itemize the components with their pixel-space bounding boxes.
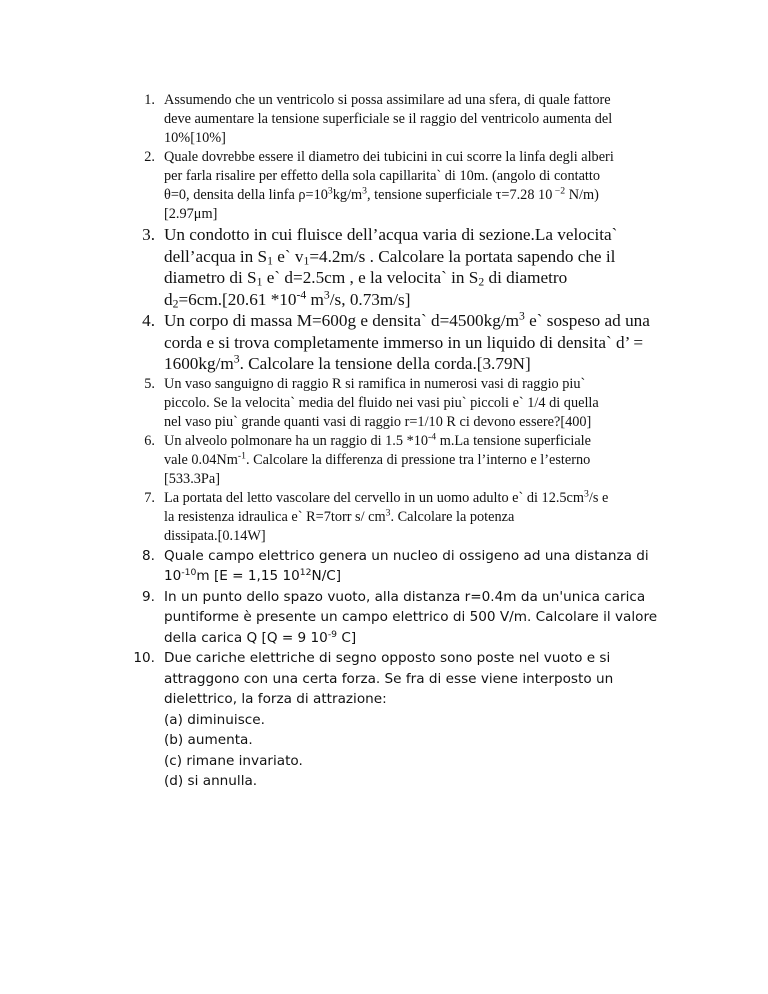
problem-text-line: dielettrico, la forza di attrazione: — [164, 691, 387, 707]
problem-answer: della carica Q [Q = 9 $10^{-9}$ C] — [164, 628, 357, 646]
problem-text-line: deve aumentare la tensione superficiale se il raggio del ventricolo aumenta del — [164, 111, 613, 127]
problem-text-line: Un condotto in cui fluisce dell’acqua varia di sezione.La velocita` — [164, 225, 618, 244]
answer-choice-d: (d) si annulla. — [164, 773, 258, 789]
problem-3 — [133, 224, 673, 310]
problem-1 — [133, 91, 673, 148]
answer-choice-a: (a) diminuisce. — [164, 711, 265, 728]
problem-9 — [133, 587, 673, 649]
problem-text-line: La portata del letto vascolare del cervello in un uomo adulto e` di $12.5cm^3/s$ e — [164, 488, 609, 506]
problem-text-line: Un vaso sanguigno di raggio R si ramifica in numerosi vasi di raggio piu` — [164, 375, 586, 392]
problem-number: 10. — [133, 650, 155, 666]
problem-2 — [133, 148, 673, 224]
problem-7 — [133, 489, 673, 546]
answer-choice-b: (b) aumenta. — [164, 732, 253, 748]
problem-text-line: Quale dovrebbe essere il diametro dei tubicini in cui scorre la linfa degli alberi — [164, 149, 614, 165]
problem-text-line: Assumendo che un ventricolo si possa assimilare ad una sfera, di quale fattore — [164, 92, 611, 108]
problem-answer: dissipata.[0.14W] — [164, 527, 266, 544]
problem-number: 5. — [144, 375, 155, 392]
problem-text-line: la resistenza idraulica e` R=7torr s/ $cm^3$. Calcolare la potenza — [164, 507, 515, 525]
problem-text-line: corda e si trova completamente immerso in un liquido di densita` d’ = — [164, 332, 644, 352]
problem-text-line: Un corpo di massa M=600g e densita` $d=4500kg/m^3$ e` sospeso ad una — [164, 309, 650, 330]
problem-number: 6. — [144, 432, 155, 449]
problem-10 — [133, 648, 673, 792]
problem-text-line: piccolo. Se la velocita` media del fluido nei vasi piu` piccoli e` 1/4 di quella — [164, 394, 599, 411]
problem-text-line: per farla risalire per effetto della sola capillarita` di 10m. (angolo di contatto — [164, 168, 601, 184]
problem-list — [133, 91, 673, 792]
problem-number: 8. — [142, 547, 155, 564]
problem-8 — [133, 546, 673, 587]
answer-choice-c: (c) rimane invariato. — [164, 752, 303, 769]
problem-5 — [133, 375, 673, 432]
problem-number: 4. — [142, 311, 155, 330]
problem-answer: nel vaso piu` grande quanti vasi di raggio r=1/10 R ci devono essere?[400] — [164, 413, 592, 430]
problem-4 — [133, 310, 673, 375]
problem-answer: [533.3Pa] — [164, 470, 220, 487]
problem-text-line: θ=0, densita della linfa $\rho=10^3kg/m^3$, tensione superficiale τ=7.28 10 $^{-2}$ N/m) — [164, 185, 599, 203]
problem-number: 2. — [144, 149, 155, 165]
problem-6 — [133, 432, 673, 489]
problem-answer: $10^{-10}m$ [E = 1,15 $10^{12}N/C$] — [164, 566, 342, 584]
problem-number: 7. — [144, 489, 155, 506]
problem-text-line: Un alveolo polmonare ha un raggio di 1.5 $*10^{-4}$ m.La tensione superficiale — [164, 431, 591, 449]
problem-answer: [2.97μm] — [164, 206, 218, 222]
problem-answer: 10%[10%] — [164, 130, 226, 146]
problem-text-line: dell’acqua in $S_1$ e` $v_1=4.2m/s$ . Calcolare la portata sapendo che il — [164, 246, 616, 267]
problem-number: 9. — [142, 588, 155, 605]
problem-text-line: vale $0.04Nm^{-1}$. Calcolare la differenza di pressione tra l’interno e l’esterno — [164, 450, 591, 468]
problem-text-line: attraggono con una certa forza. Se fra di esse viene interposto un — [164, 670, 614, 687]
problem-text-line: Quale campo elettrico genera un nucleo di ossigeno ad una distanza di — [164, 547, 649, 564]
problem-answer: $1600kg/m^3$. Calcolare la tensione della corda.[3.79N] — [164, 352, 531, 373]
problem-text-line: diametro di $S_1$ e` d=2.5cm , e la velocita` in $S_2$ di diametro — [164, 268, 568, 289]
problem-number: 3. — [142, 225, 155, 244]
problem-number: 1. — [144, 92, 155, 108]
problem-text-line: puntiforme è presente un campo elettrico di 500 V/m. Calcolare il valore — [164, 609, 658, 625]
problem-answer: $d_2=6cm.[20.61$ $*10^{-4}$ $m^3/s$, 0.73m/s] — [164, 288, 411, 310]
problem-text-line: In un punto dello spazo vuoto, alla distanza r=0.4m da un'unica carica — [164, 588, 646, 605]
problem-text-line: Due cariche elettriche di segno opposto sono poste nel vuoto e si — [164, 650, 611, 666]
